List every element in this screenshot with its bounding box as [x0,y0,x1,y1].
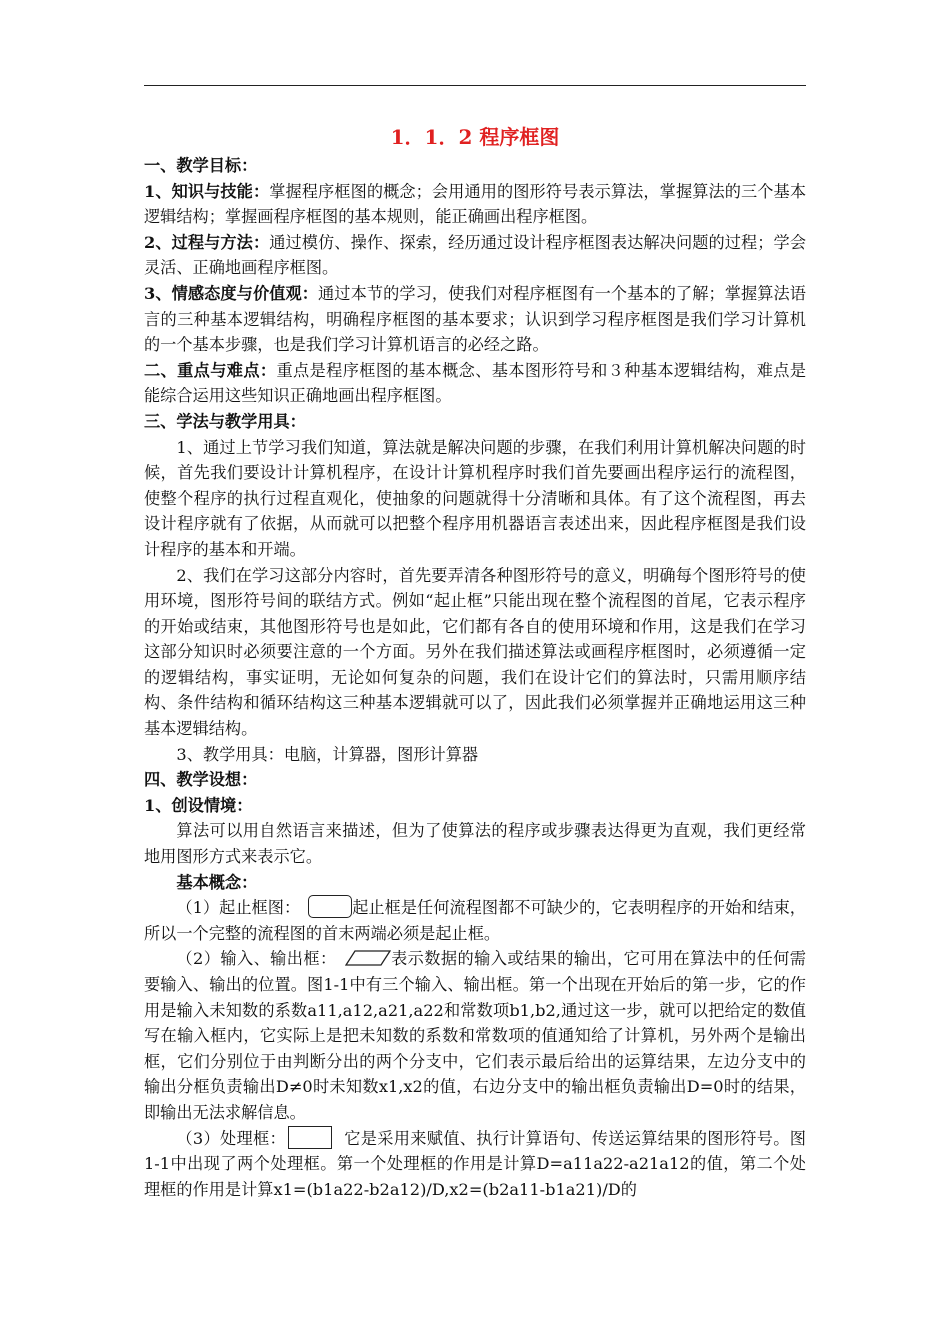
methods-paragraph-2: 2、我们在学习这部分内容时，首先要弄清各种图形符号的意义，明确每个图形符号的使用环境，图形符号间的联结方式。例如“起止框”只能出现在整个流程图的首尾，它表示程序的开始或结束，其他图形符号也是如此，它们都有各自的使用环境和作用，这是我们在学习这部分知识时必须要注意的一个方面。另外在我们描述算法或画程序框图时，必须遵循一定的逻辑结构，事实证明，无论如何复杂的问题，我们在设计它们的算法时，只需用顺序结构、条件结构和循环结构这三种基本逻辑就可以了，因此我们必须掌握并正确地运用这三种基本逻辑结构。 [144,565,806,739]
document-body [144,122,806,1202]
concepts-heading: 基本概念： [176,872,258,892]
parallelogram-icon [345,950,391,966]
concept-process [144,1126,806,1203]
terminal-box-icon [308,895,352,918]
concept-terminal-label: （1）起止框图： [176,898,301,918]
subheading-scenario: 1、创设情境： [144,795,253,815]
concept-io-label: （2）输入、输出框： [176,949,337,969]
goal-attitude [144,281,806,358]
concept-process-text: 它是采用来赋值、执行计算语句、传送运算结果的图形符号。图1-1中出现了两个处理框。第一个处理框的作用是计算D=a11a22-a21a12的值，第二个处理框的作用是计算x1=(b1a22-b2a12)/D,x2=(b2a11-b1a21)/D的 [144,1128,806,1199]
goal-process-text: 通过模仿、操作、探索，经历通过设计程序框图表达解决问题的过程；学会灵活、正确地画程序框图。 [144,232,807,278]
section-heading-objectives: 一、教学目标： [144,156,258,175]
concept-io [144,946,806,1125]
goal-attitude-label: 3、情感态度与价值观： [144,283,319,303]
goal-attitude-text: 通过本节的学习，使我们对程序框图有一个基本的了解；掌握算法语言的三种基本逻辑结构，明确程序框图的基本要求；认识到学习程序框图是我们学习计算机的一个基本步骤，也是我们学习计算机语言的必经之路。 [144,283,806,355]
key-points [144,358,806,409]
concept-terminal-text: 起止框是任何流程图都不可缺少的，它表明程序的开始和结束，所以一个完整的流程图的首末两端必须是起止框。 [144,898,806,943]
goal-knowledge-text: 掌握程序框图的概念；会用通用的图形符号表示算法，掌握算法的三个基本逻辑结构；掌握画程序框图的基本规则，能正确画出程序框图。 [144,181,807,227]
key-points-label: 二、重点与难点： [144,360,277,380]
goal-knowledge [144,179,806,230]
concept-terminal [144,895,806,946]
methods-paragraph-3: 3、教学用具：电脑，计算器，图形计算器 [176,744,479,764]
rectangle-box-icon [288,1126,332,1149]
goal-process-label: 2、过程与方法： [144,232,270,252]
goal-knowledge-label: 1、知识与技能： [144,181,270,201]
page-title: 1．1．2 程序框图 [390,125,560,149]
key-points-text: 重点是程序框图的基本概念、基本图形符号和３种基本逻辑结构，难点是能综合运用这些知识正确地画出程序框图。 [144,360,807,406]
goal-process [144,230,806,281]
section-heading-design: 四、教学设想： [144,770,258,790]
section-heading-methods: 三、学法与教学用具： [144,411,306,431]
concept-io-text: 表示数据的输入或结果的输出，它可用在算法中的任何需要输入、输出的位置。图1-1中有三个输入、输出框。第一个出现在开始后的第一步，它的作用是输入未知数的系数a11,a12,a21,a22和常数项b1,b2,通过这一步，就可以把给定的数值写在输入框内，它实际上是把未知数的系数和常数项的值通知给了计算机，另外两个是输出框，它们分别位于由判断分出的两个分支中，它们表示最后给出的运算结果，左边分支中的输出分框负责输出D≠0时未知数x1,x2的值，右边分支中的输出框负责输出D=0时的结果，即输出无法求解信息。 [144,949,806,1122]
scenario-paragraph: 算法可以用自然语言来描述，但为了使算法的程序或步骤表达得更为直观，我们更经常地用图形方式来表示它。 [144,821,806,867]
methods-paragraph-1: 1、通过上节学习我们知道，算法就是解决问题的步骤，在我们利用计算机解决问题的时候，首先我们要设计计算机程序，在设计计算机程序时我们首先要画出程序运行的流程图，使整个程序的执行过程直观化，使抽象的问题就得十分清晰和具体。有了这个流程图，再去设计程序就有了依据，从而就可以把整个程序用机器语言表述出来，因此程序框图是我们设计程序的基本和开端。 [144,437,806,559]
concept-process-label: （3）处理框： [176,1128,286,1148]
header-rule [144,85,806,86]
